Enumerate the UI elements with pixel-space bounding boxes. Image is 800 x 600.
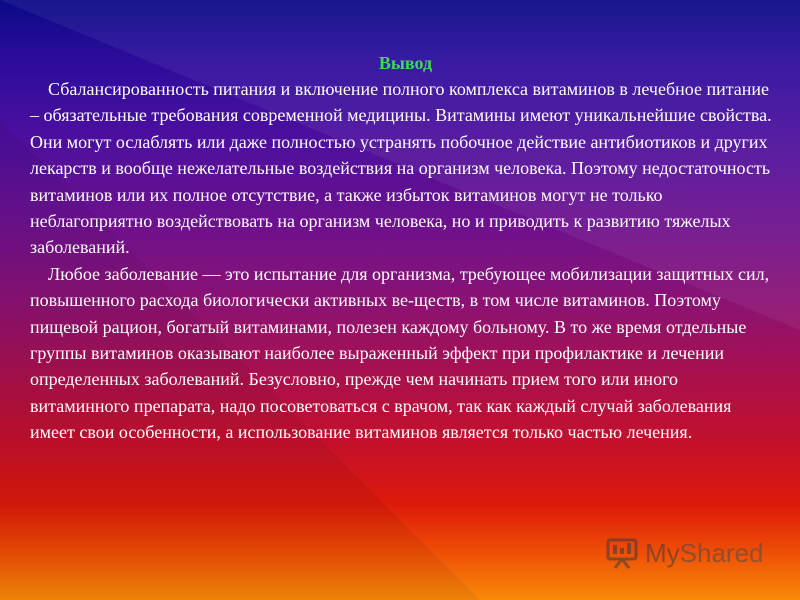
slide-title: Вывод <box>378 53 433 73</box>
myshared-watermark <box>605 536 764 570</box>
slide-content <box>30 50 775 446</box>
paragraph-conclusion: Сбалансированность питания и включение полного комплекса витаминов в лечебное питание – обязательные требования современной медицины. Витамины имеют уникальнейшие свойства. Они могут ослаблять или даже полностью устранять побочное действие антибиотиков и других лекарств и вообще нежелательные воздействия на организм человека. Поэтому недостаточность витаминов или их полное отсутствие, а также избыток витаминов могут не только неблагоприятно воздействовать на организм человека, но и приводить к развитию тяжелых заболеваний. <box>30 79 772 258</box>
watermark-text: MyShared <box>645 538 764 568</box>
presentation-board-icon <box>605 536 639 570</box>
paragraph-disease: Любое заболевание — это испытание для организма, требующее мобилизации защитных сил, повышенного расхода биологически активных ве-ществ, в том числе витаминов. Поэтому пищевой рацион, богатый витаминами, полезен каждому больному. В то же время отдельные группы витаминов оказывают наиболее выраженный эффект при профилактике и лечении определенных заболеваний. Безусловно, прежде чем начинать прием того или иного витаминного препарата, надо посоветоваться с врачом, так как каждый случай заболевания имеет свои особенности, а использование витаминов является только частью лечения. <box>30 263 770 443</box>
